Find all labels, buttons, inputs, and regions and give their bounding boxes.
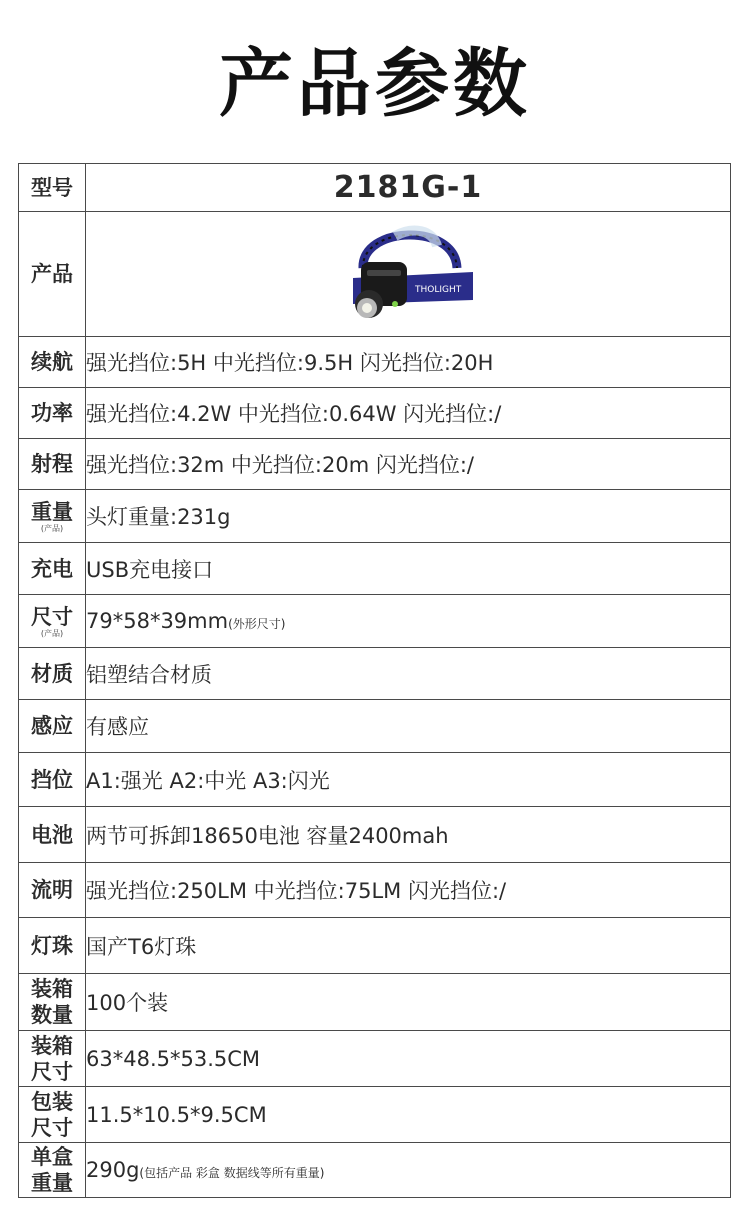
row-label: 续航 (19, 337, 86, 388)
table-row (19, 1087, 731, 1143)
row-label (19, 1031, 86, 1087)
row-label-line: 装箱 (31, 1033, 73, 1058)
row-label: 产品 (19, 212, 86, 337)
table-row (19, 388, 731, 439)
row-label-line: 装箱 (31, 977, 73, 1001)
row-value: 11.5*10.5*9.5CM (86, 1087, 731, 1143)
row-label (19, 490, 86, 543)
table-row (19, 648, 731, 700)
row-value: 铝塑结合材质 (86, 648, 731, 700)
model-number: 2181G-1 (86, 164, 731, 212)
row-value: 强光挡位:5H 中光挡位:9.5H 闪光挡位:20H (86, 337, 731, 388)
dimension-value: 79*58*39mm (86, 609, 229, 633)
row-label: 电池 (19, 807, 86, 863)
table-row (19, 212, 731, 337)
row-value: A1:强光 A2:中光 A3:闪光 (86, 753, 731, 807)
page-title: 产品参数 (219, 41, 531, 127)
weight-value: 290g (86, 1158, 140, 1182)
row-label: 充电 (19, 543, 86, 595)
row-label: 功率 (19, 388, 86, 439)
row-label-sub: (产品) (40, 523, 64, 533)
row-label: 灯珠 (19, 918, 86, 974)
table-row (19, 164, 731, 212)
spec-table (18, 163, 731, 1198)
row-value: 63*48.5*53.5CM (86, 1031, 731, 1087)
row-value: USB充电接口 (86, 543, 731, 595)
row-label-text: 重量 (31, 499, 73, 524)
row-value: 国产T6灯珠 (86, 918, 731, 974)
table-row (19, 439, 731, 490)
row-value: 两节可拆卸18650电池 容量2400mah (86, 807, 731, 863)
row-label-text: 尺寸 (31, 604, 73, 629)
row-label-line: 重量 (31, 1171, 73, 1195)
row-label-line: 包装 (31, 1089, 73, 1114)
row-label: 挡位 (19, 753, 86, 807)
row-value: 强光挡位:32m 中光挡位:20m 闪光挡位:/ (86, 439, 731, 490)
row-label (19, 1143, 86, 1198)
dimension-note: (外形尺寸) (228, 617, 286, 631)
row-label: 射程 (19, 439, 86, 490)
weight-note: (包括产品 彩盒 数据线等所有重量) (139, 1166, 325, 1180)
row-label: 感应 (19, 700, 86, 753)
row-value (86, 595, 731, 648)
row-value: 有感应 (86, 700, 731, 753)
row-label-line: 尺寸 (31, 1059, 73, 1084)
row-value: 头灯重量:231g (86, 490, 731, 543)
table-row (19, 700, 731, 753)
table-row (19, 1031, 731, 1087)
row-label: 型号 (19, 164, 86, 212)
row-value: 强光挡位:4.2W 中光挡位:0.64W 闪光挡位:/ (86, 388, 731, 439)
row-label-sub: (产品) (40, 628, 64, 638)
table-row (19, 918, 731, 974)
table-row (19, 974, 731, 1031)
table-row (19, 543, 731, 595)
row-value: 强光挡位:250LM 中光挡位:75LM 闪光挡位:/ (86, 863, 731, 918)
row-label (19, 1087, 86, 1143)
table-row (19, 595, 731, 648)
headlamp-image (333, 216, 483, 328)
row-label (19, 974, 86, 1031)
table-row (19, 337, 731, 388)
row-label-line: 单盒 (31, 1145, 73, 1169)
table-row (19, 863, 731, 918)
table-row (19, 490, 731, 543)
row-value: 100个装 (86, 974, 731, 1031)
row-label-line: 数量 (31, 1003, 73, 1027)
table-row (19, 1143, 731, 1198)
row-label: 材质 (19, 648, 86, 700)
row-label: 流明 (19, 863, 86, 918)
table-row (19, 807, 731, 863)
row-label-line: 尺寸 (31, 1115, 73, 1140)
row-label (19, 595, 86, 648)
table-row (19, 753, 731, 807)
strap-logo-text: THOLIGHT (415, 285, 462, 295)
product-image-cell (86, 212, 731, 337)
row-value (86, 1143, 731, 1198)
